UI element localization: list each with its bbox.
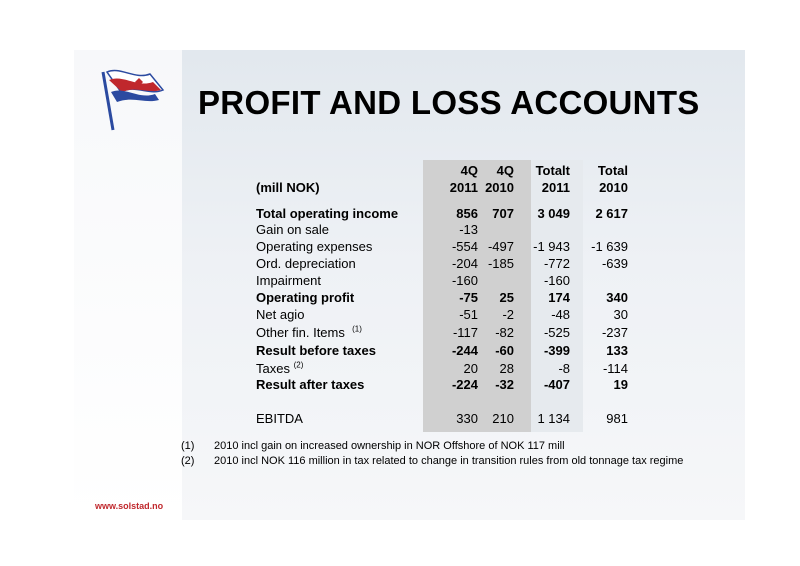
cell-total-2011: -399 — [543, 343, 570, 358]
row-label — [256, 324, 362, 341]
cell-total-2011: 3 049 — [537, 206, 570, 221]
cell-4q-2011: 330 — [456, 411, 478, 426]
cell-total-2010: 133 — [606, 343, 628, 358]
header-line2: 2011 — [541, 180, 570, 195]
cell-4q-2010: 707 — [492, 206, 514, 221]
column-header-totalt-2011 — [525, 162, 570, 196]
website-url: www.solstad.no — [95, 501, 164, 511]
cell-4q-2010: -2 — [502, 307, 514, 322]
cell-4q-2011: -117 — [452, 325, 478, 340]
cell-4q-2011: -75 — [459, 290, 478, 305]
row-label — [256, 360, 303, 377]
row-label: Net agio — [256, 307, 305, 322]
cell-4q-2011: -160 — [451, 273, 478, 288]
footnote-1-marker: (1) — [181, 440, 195, 452]
cell-total-2010: -237 — [601, 325, 628, 340]
cell-4q-2011: -204 — [451, 256, 478, 271]
row-label: Result after taxes — [256, 377, 365, 392]
table-row — [256, 289, 636, 306]
row-label: Impairment — [256, 273, 322, 288]
cell-total-2010: -1 639 — [591, 239, 628, 254]
table-row — [256, 306, 636, 323]
footnote-2-marker: (2) — [181, 455, 195, 467]
row-label: EBITDA — [256, 411, 303, 426]
cell-4q-2010: 25 — [499, 290, 514, 305]
footnote-ref: (2) — [293, 360, 304, 370]
header-line2: 2010 — [485, 180, 514, 195]
solstad-flag-logo — [95, 62, 170, 134]
cell-4q-2010: -60 — [495, 343, 514, 358]
header-line1: 4Q — [496, 163, 514, 178]
cell-total-2011: -525 — [543, 325, 570, 340]
cell-4q-2011: -51 — [459, 307, 478, 322]
cell-total-2010: 2 617 — [595, 206, 628, 221]
column-header-4q-2010 — [470, 162, 514, 196]
cell-4q-2010: -32 — [495, 377, 514, 392]
cell-4q-2011: 20 — [463, 361, 478, 376]
table-row — [256, 205, 636, 222]
row-label: Ord. depreciation — [256, 256, 356, 271]
header-line1: 4Q — [460, 163, 478, 178]
column-header-total-2010 — [583, 162, 628, 196]
page-title: PROFIT AND LOSS ACCOUNTS — [198, 84, 700, 121]
row-label: Operating expenses — [256, 239, 373, 254]
row-label-text: Taxes — [256, 361, 290, 376]
header-line2: 2010 — [599, 180, 628, 195]
cell-total-2011: -407 — [543, 377, 570, 392]
header-line1: Totalt — [535, 163, 570, 178]
table-row — [256, 221, 636, 238]
cell-4q-2011: 856 — [456, 206, 478, 221]
cell-4q-2011: -224 — [451, 377, 478, 392]
cell-4q-2010: -185 — [487, 256, 514, 271]
table-row — [256, 324, 636, 341]
cell-4q-2010: -82 — [495, 325, 514, 340]
row-label: Total operating income — [256, 206, 399, 221]
cell-4q-2011: -554 — [451, 239, 478, 254]
table-row — [256, 342, 636, 359]
cell-total-2011: -160 — [543, 273, 570, 288]
cell-total-2011: 1 134 — [537, 411, 570, 426]
row-label-text: Other fin. Items — [256, 325, 345, 340]
cell-total-2011: -1 943 — [533, 239, 570, 254]
header-line2: 2011 — [449, 180, 478, 195]
cell-4q-2010: -497 — [487, 239, 514, 254]
cell-total-2010: -639 — [601, 256, 628, 271]
cell-4q-2010: 210 — [492, 411, 514, 426]
footnote-ref: (1) — [352, 324, 362, 334]
cell-total-2011: -772 — [543, 256, 570, 271]
header-line1: Total — [597, 163, 628, 178]
cell-total-2010: -114 — [602, 361, 628, 376]
cell-total-2011: -8 — [558, 361, 570, 376]
table-row — [256, 255, 636, 272]
unit-label: (mill NOK) — [256, 180, 320, 195]
footnote-1-text: 2010 incl gain on increased ownership in NOR Offshore of NOK 117 mill — [214, 440, 565, 452]
cell-total-2010: 981 — [606, 411, 628, 426]
cell-total-2011: 174 — [548, 290, 570, 305]
table-row — [256, 360, 636, 377]
table-row — [256, 238, 636, 255]
footnote-2-text: 2010 incl NOK 116 million in tax related to change in transition rules from old tonnage tax regime — [214, 455, 684, 467]
table-row — [256, 410, 636, 427]
cell-4q-2011: -13 — [459, 222, 478, 237]
cell-total-2010: 30 — [613, 307, 628, 322]
cell-total-2010: 19 — [613, 377, 628, 392]
cell-total-2010: 340 — [606, 290, 628, 305]
cell-total-2011: -48 — [551, 307, 570, 322]
row-label: Result before taxes — [256, 343, 376, 358]
table-row — [256, 376, 636, 393]
cell-4q-2010: 28 — [499, 361, 514, 376]
row-label: Gain on sale — [256, 222, 329, 237]
row-label: Operating profit — [256, 290, 355, 305]
cell-4q-2011: -244 — [451, 343, 478, 358]
table-row — [256, 272, 636, 289]
